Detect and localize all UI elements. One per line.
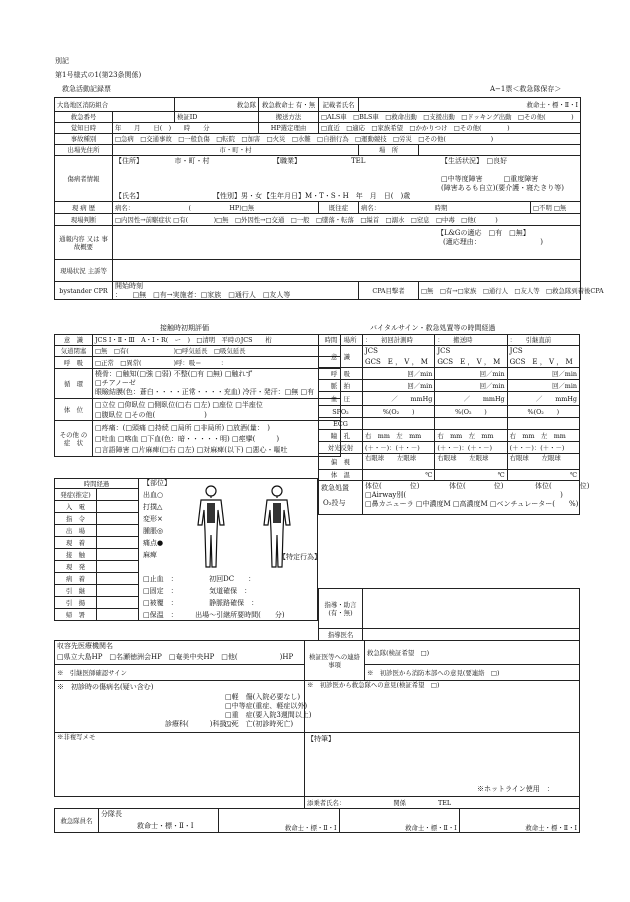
- tl-handover: 引 継: [55, 585, 97, 597]
- recorder-roles[interactable]: 救命士・標・Ⅱ・Ⅰ: [359, 98, 581, 112]
- jcs-2: JCS: [437, 347, 451, 355]
- transport-opts[interactable]: □ALS車 □BLS車 □救命出動 □支援出動 □ドッキング出動 □その他( ): [319, 112, 581, 123]
- resp-value[interactable]: □正常 □異常( )呼：吸＝ ：: [93, 357, 341, 369]
- vr-resp-label: 呼 吸: [319, 368, 363, 380]
- hotline-label: ※ホットライン使用 ：: [477, 785, 554, 793]
- vr-temp-1[interactable]: ℃: [363, 470, 435, 481]
- treat-label: 救急処置: [321, 484, 349, 492]
- num-label: 救急番号: [55, 112, 113, 123]
- airway-opts: □Airway別( ): [365, 491, 563, 499]
- vr-spo2-3[interactable]: %(O₂ ): [507, 406, 579, 418]
- guide-label: 指導・助言 (有・無): [319, 589, 363, 629]
- vr-consc-2[interactable]: [435, 346, 507, 368]
- judge-opts[interactable]: □内因性→前駆症状 □有( )□無 □外因性→□交通 □一般 □墜落・転落 □縊首 □溺水 □窒息 □中毒 □他( ): [113, 214, 581, 226]
- guide-section: [318, 588, 580, 641]
- airway-value[interactable]: □無 □有( )□呼気延長 □吸気延長: [93, 346, 341, 357]
- id-label: 検証ID: [175, 112, 259, 123]
- care2-field: (障害あるも自立)(要介護・寝たきり等): [441, 184, 564, 192]
- type-label: 事故種別: [55, 134, 113, 145]
- sev-severe: □重 症(要入院3週間以上): [225, 711, 312, 719]
- sev-death: □死 亡(初診時死亡): [225, 720, 294, 728]
- vitals-right: [318, 334, 590, 515]
- hospital-opts: □県立大島HP □名瀬徳洲会HP □奄美中央HP □他( )HP: [57, 653, 294, 661]
- hospital-cell[interactable]: [55, 641, 305, 665]
- doctor-sign[interactable]: ※ 引継医師確認サイン: [55, 665, 305, 681]
- hp-label: HP選定理由: [259, 123, 319, 134]
- num-value[interactable]: [113, 112, 175, 123]
- consc-label: 意 識: [55, 335, 93, 346]
- procedure-line3: □被覆 ： 静脈路確保 ：: [143, 599, 259, 607]
- scene-value[interactable]: [113, 260, 581, 282]
- vr-treat-value[interactable]: [363, 481, 590, 515]
- tl-return-value[interactable]: [97, 597, 139, 609]
- sym-line3: □言語障害 □片麻痺(□右 □左) □対麻痺(以下) □悪心・嘔吐: [95, 446, 288, 454]
- vr-light-2[interactable]: (＋・－)：(＋・－): [435, 442, 507, 454]
- mark-pain: 痛点●: [143, 539, 164, 547]
- vr-eye-2[interactable]: 右眼球 左眼球: [435, 454, 507, 470]
- pos-label: 体 位: [55, 399, 93, 421]
- vr-light-label: 対光反射: [319, 442, 363, 454]
- tl-handover-value[interactable]: [97, 585, 139, 597]
- crew-role-4[interactable]: 救命士・標・Ⅱ・Ⅰ: [459, 809, 579, 833]
- pos-value[interactable]: [93, 399, 341, 421]
- treat-pos-1: 体位( 位): [365, 482, 420, 490]
- tl-contact-value[interactable]: [97, 549, 139, 561]
- tl-depart-value[interactable]: [97, 525, 139, 537]
- vr-col1[interactable]: ： 初回計測時: [363, 335, 435, 346]
- crew-section: [54, 808, 580, 833]
- treat-pos-2: 体位( 位): [449, 482, 504, 490]
- crew-chief-label: 分隊長: [101, 810, 122, 818]
- vr-bp-2[interactable]: ／ mmHg: [435, 392, 507, 406]
- sym-label: その他 の 症 状: [55, 421, 93, 457]
- tl-hospital: 病 着: [55, 573, 97, 585]
- crew-role-3[interactable]: 救命士・標・Ⅱ・Ⅰ: [339, 809, 459, 833]
- vr-pupil-3[interactable]: 右 mm 左 mm: [507, 430, 579, 442]
- gcs-3: GCS E ， V ， M: [509, 358, 573, 366]
- vr-consc-3[interactable]: [507, 346, 579, 368]
- note-label: 【特筆】: [307, 735, 335, 743]
- vr-eye-1[interactable]: 右眼球 左眼球: [363, 454, 435, 470]
- tl-depart: 出 場: [55, 525, 97, 537]
- vitals-left: [54, 334, 341, 457]
- hist-value[interactable]: 病名： ( HP)□無: [113, 202, 319, 214]
- ld-reason: (適応理由： ): [443, 238, 543, 246]
- tl-return: 引 揚: [55, 597, 97, 609]
- tl-onset-value[interactable]: [97, 489, 139, 501]
- vr-spo2-1[interactable]: %(O₂ ): [363, 406, 435, 418]
- tl-call: 入 電: [55, 501, 97, 513]
- timeline-title: 時間経過: [55, 479, 139, 489]
- vr-resp-1[interactable]: 回／min: [363, 368, 435, 380]
- right-section-title: バイタルサイン・救急処置等の時間経過: [370, 324, 496, 332]
- diag-label: ※ 初診時の傷病名(疑い含む): [57, 683, 154, 691]
- vr-light-1[interactable]: (＋・－)：(＋・－): [363, 442, 435, 454]
- crew-chief-cell[interactable]: [99, 809, 219, 833]
- vr-col2[interactable]: ： 搬送時: [435, 335, 507, 346]
- patient-info[interactable]: [113, 156, 581, 202]
- cpa-opts[interactable]: □無 □有→□家族 □通行人 □友人等 □救急隊到着後CPA: [419, 282, 581, 300]
- memo-cell[interactable]: ※非複写メモ: [55, 733, 305, 797]
- sym-value[interactable]: [93, 421, 341, 457]
- vr-spo2-2[interactable]: %(O₂ ): [435, 406, 507, 418]
- type-opts[interactable]: □急病 □交通事故 □一般負傷 □転院 □加害 □火災 □水難 □自損行為 □運動競技 □労災 □その他( ): [113, 134, 581, 145]
- vr-pupil-label: 瞳 孔: [319, 430, 363, 442]
- vr-pulse-1[interactable]: 回／min: [363, 380, 435, 392]
- place-value[interactable]: 市・町・村: [113, 145, 359, 156]
- name-field: 【氏名】: [115, 192, 143, 200]
- mark-paralysis: 麻痺: [143, 551, 157, 559]
- treat-pos-3: 体位( 位): [535, 482, 590, 490]
- vr-bp-3[interactable]: ／ mmHg: [507, 392, 579, 406]
- vr-bp-label: 血 圧: [319, 392, 363, 406]
- addr-field: 【住所】 市・町・村: [115, 157, 210, 165]
- vr-ecg-3[interactable]: [507, 418, 579, 430]
- judge-label: 現場判断: [55, 214, 113, 226]
- jcs-3: JCS: [509, 347, 523, 355]
- vr-temp-2[interactable]: ℃: [435, 470, 507, 481]
- vr-pupil-2[interactable]: 右 mm 左 mm: [435, 430, 507, 442]
- crew-role-1: 救命士・標・Ⅱ・Ⅰ: [137, 822, 194, 830]
- place-label: 出場先住所: [55, 145, 113, 156]
- dept-label: 診療科( )科扱い: [165, 720, 234, 728]
- by-value[interactable]: [113, 282, 359, 300]
- body-diagram-cell[interactable]: [139, 479, 321, 621]
- org-cell[interactable]: 大島地区消防組合: [55, 98, 175, 112]
- scene-label: 現場状況 主訴等: [55, 260, 113, 282]
- transport-label: 搬送方法: [259, 112, 319, 123]
- vr-resp-2[interactable]: 回／min: [435, 368, 507, 380]
- tl-contact: 接 触: [55, 549, 97, 561]
- basho-value[interactable]: [419, 145, 581, 156]
- vr-consc-label: 意 識: [319, 346, 363, 368]
- tl-onset: 発症(推定): [55, 489, 97, 501]
- qual-cell[interactable]: 救急救命士 有・無: [259, 98, 319, 112]
- pos-line2: □腹臥位 □その他( ): [95, 411, 207, 419]
- crew-role-2[interactable]: 救命士・標・Ⅱ・Ⅰ: [219, 809, 339, 833]
- mark-deform: 変形×: [143, 515, 163, 523]
- tl-hospital-value[interactable]: [97, 573, 139, 585]
- hp-opts[interactable]: □直近 □適応 □家族希望 □かかりつけ □その他( ): [319, 123, 581, 134]
- form-note: 別記: [55, 57, 69, 65]
- tl-order: 指 令: [55, 513, 97, 525]
- vr-eye-3[interactable]: 右眼球 左眼球: [507, 454, 579, 470]
- circ-line2: □チアノーゼ: [95, 379, 136, 387]
- verify-team[interactable]: 救急隊(検証希望 □): [365, 641, 580, 665]
- special-label: 【特定行為】: [279, 553, 321, 561]
- o2-label: O₂投与: [323, 499, 346, 507]
- mark-swell: 腫脹◎: [143, 527, 164, 535]
- jcs-1: JCS: [365, 347, 378, 355]
- vr-pulse-3[interactable]: 回／min: [507, 380, 579, 392]
- guide-value[interactable]: [363, 589, 580, 629]
- verify-hq[interactable]: ※ 初診医から消防本部への意見(要連絡 □): [365, 665, 580, 681]
- tl-order-value[interactable]: [97, 513, 139, 525]
- vr-col3[interactable]: ： 引継直前: [507, 335, 579, 346]
- verify-label: 検証医等への連絡事項: [305, 641, 365, 681]
- vr-pupil-1[interactable]: 右 mm 左 mm: [363, 430, 435, 442]
- sym-line1: □疼痛：(□頭痛 □持続 □局所 □非局所) □放酒(量： ): [95, 424, 271, 432]
- circ-line3: 眼瞼結膜(色：蒼白・・・・正常・・・・充血) 冷汗・発汗：□無 □有: [95, 388, 315, 396]
- past-value[interactable]: 病名： 時期: [359, 202, 531, 214]
- tl-arrive-value[interactable]: [97, 537, 139, 549]
- time-value[interactable]: 年 月 日( ) 時 分: [113, 123, 259, 134]
- form-id: A−1票＜救急隊保存＞: [490, 85, 562, 93]
- unknown-value[interactable]: □不明 □無: [531, 202, 581, 214]
- tl-leave-value[interactable]: [97, 561, 139, 573]
- sev-mild: □軽 傷(入院必要なし): [225, 693, 301, 701]
- time-label: 覚知日時: [55, 123, 113, 134]
- patient-label: 傷病者情報: [55, 156, 113, 202]
- tl-leave: 現 発: [55, 561, 97, 573]
- sev-moderate: □中等症(重症、軽症以外): [225, 702, 308, 710]
- mark-bleed: 出血○: [143, 491, 164, 499]
- nurse-field[interactable]: 添乗者氏名： 関係 TEL: [305, 797, 580, 809]
- hist-label: 現 病 歴: [55, 202, 113, 214]
- job-field: 【職業】: [273, 157, 301, 165]
- vr-temp-3[interactable]: ℃: [507, 470, 579, 481]
- diagnosis-cell[interactable]: [55, 681, 312, 733]
- procedure-line1: □止血 ： 初回DC ：: [143, 575, 256, 583]
- sex-field: 【性別】男・女: [213, 192, 262, 200]
- vr-spo2-label: SPO₂: [319, 406, 363, 418]
- care-field: □中等度障害 □重度障害: [441, 175, 539, 183]
- airway-label: 気道閉塞: [55, 346, 93, 357]
- basho-label: 場 所: [359, 145, 419, 156]
- tl-station: 帰 署: [55, 609, 97, 621]
- vr-temp-label: 体 温: [319, 470, 363, 481]
- tl-call-value[interactable]: [97, 501, 139, 513]
- resp-label: 呼 吸: [55, 357, 93, 369]
- by-opts: ： □無 □有→実施者：□家族 □通行人 □友人等: [115, 291, 291, 299]
- vr-eye-label: 偏 視: [319, 454, 363, 470]
- form-rule: 第1号様式の1(第23条関係): [55, 71, 142, 79]
- by-start: 開始時刻: [115, 282, 143, 290]
- vr-treat-label: [319, 481, 363, 515]
- gcs-1: GCS E ， V ， M: [365, 358, 428, 366]
- vr-resp-3[interactable]: 回／min: [507, 368, 579, 380]
- mark-bruise: 打撲△: [143, 503, 163, 511]
- crew-label: 救急隊員名: [55, 809, 99, 833]
- timeline-section: [54, 478, 321, 621]
- note-cell[interactable]: [305, 733, 580, 797]
- hospital-label: 収容先医療機関名: [57, 642, 113, 650]
- page-title: 救急活動記録票: [62, 85, 111, 93]
- doc-label: 指導医名: [319, 629, 363, 641]
- vr-pulse-2[interactable]: 回／min: [435, 380, 507, 392]
- left-section-title: 接触時初期評価: [160, 324, 209, 332]
- body-label: 【部位】: [143, 479, 171, 487]
- gcs-2: GCS E ， V ， M: [437, 358, 501, 366]
- sym-line2: □吐血 □喀血 □下血(色：暗・・・・・明) □痙攣( ): [95, 435, 280, 443]
- procedure-line4: □保温 ： 出場〜引継所要時間( 分): [143, 611, 285, 619]
- verify-crew[interactable]: ※ 初診医から救急隊への意見(検証希望 □): [305, 681, 580, 733]
- vr-ecg-1[interactable]: [363, 418, 435, 430]
- by-label: bystander CPR: [55, 282, 113, 300]
- top-section: [54, 97, 604, 300]
- tl-station-value[interactable]: [97, 609, 139, 621]
- vr-light-3[interactable]: (＋・－)：(＋・－): [507, 442, 579, 454]
- call-label: 通報内容 又は 事故概要: [55, 226, 113, 260]
- vr-consc-1[interactable]: [363, 346, 435, 368]
- tl-arrive: 現 着: [55, 537, 97, 549]
- o2-opts: □鼻カニューラ □中濃度M □高濃度M □ベンチュレーター( %): [365, 500, 579, 508]
- consc-value[interactable]: JCS Ⅰ・Ⅱ・Ⅲ A・I・R( ー ) □清明 平時のJCS 桁: [93, 335, 341, 346]
- vr-bp-1[interactable]: ／ mmHg: [363, 392, 435, 406]
- vr-ecg-label: ECG: [319, 418, 363, 430]
- call-value[interactable]: [113, 226, 581, 260]
- vr-ecg-2[interactable]: [435, 418, 507, 430]
- tel-field: TEL: [351, 157, 366, 165]
- circ-line1: 橈骨：□触知(□強 □弱) 不整(□有 □無) □触れず: [95, 370, 253, 378]
- birth-field: 【生年月日】M・T・S・H 年 月 日( )歳: [263, 192, 411, 200]
- cpa-label: CPA目撃者: [359, 282, 419, 300]
- vr-time-label: 時間・場所: [319, 335, 363, 346]
- pos-line1: □立位 □仰臥位 □側臥位(□右 □左) □座位 □半座位: [95, 401, 263, 409]
- vr-pulse-label: 脈 拍: [319, 380, 363, 392]
- tai-cell: 救急隊: [175, 98, 259, 112]
- doc-value[interactable]: [363, 629, 580, 641]
- procedure-line2: □固定 ： 気道確保 ：: [143, 587, 252, 595]
- circ-value[interactable]: [93, 369, 341, 399]
- ld-label: 【L&Gの適応 □有 □無】: [437, 229, 530, 237]
- recorder-label: 記載者氏名: [319, 98, 359, 112]
- spacer-cell: [55, 797, 305, 809]
- bottom-section: [54, 640, 580, 809]
- life-field: 【生活状況】 □良好: [441, 157, 508, 165]
- past-label: 既往症: [319, 202, 359, 214]
- circ-label: 循 環: [55, 369, 93, 399]
